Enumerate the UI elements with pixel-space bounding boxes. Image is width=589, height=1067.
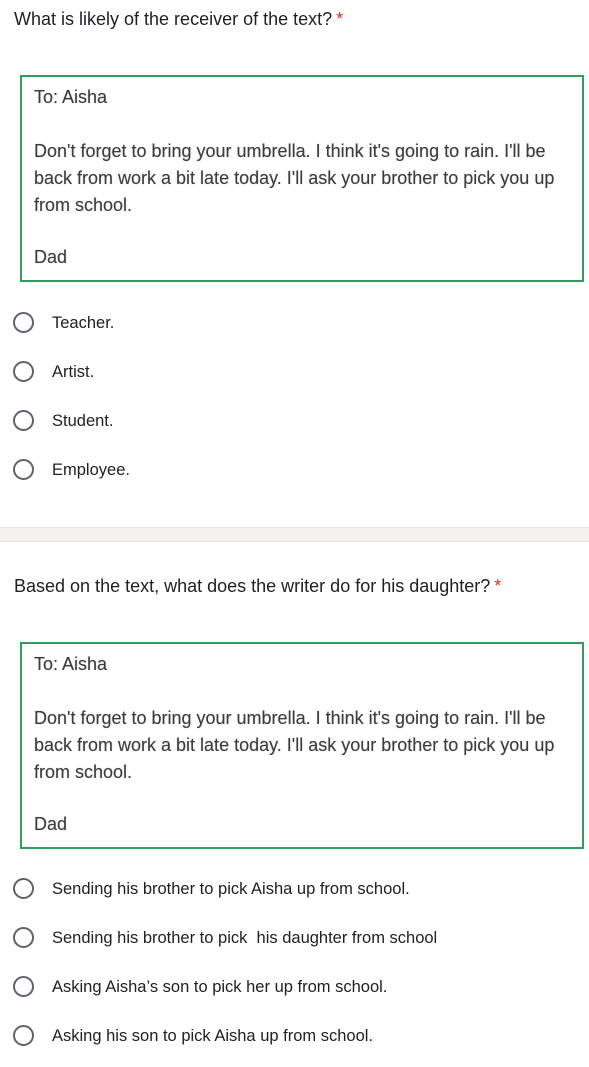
question-1-option-student[interactable] [0,398,589,447]
note-signature: Dad [34,814,68,834]
radio-button[interactable] [13,976,34,997]
question-2-option-4[interactable] [0,1013,589,1062]
radio-button[interactable] [13,410,34,431]
question-2-option-2[interactable] [0,915,589,964]
required-asterisk: * [494,576,502,596]
question-2-options [0,866,589,1062]
radio-button[interactable] [13,927,34,948]
option-label[interactable]: Student. [52,412,114,430]
option-label[interactable]: Teacher. [52,314,115,332]
option-label[interactable]: Sending his brother to pick his daughter from school [52,929,438,947]
note-recipient: To: Aisha [34,654,108,674]
radio-button[interactable] [13,459,34,480]
radio-button[interactable] [13,1025,34,1046]
question-2-title-text: Based on the text, what does the writer do for his daughter? [14,576,491,596]
radio-button[interactable] [13,312,34,333]
section-divider [0,527,589,542]
question-1-options [0,300,589,496]
note-signature: Dad [34,247,68,267]
option-label[interactable]: Asking his son to pick Aisha up from school. [52,1027,373,1045]
option-label[interactable]: Artist. [52,363,95,381]
question-1-option-artist[interactable] [0,349,589,398]
question-2 [0,542,589,1067]
note-body: Don't forget to bring your umbrella. I think it's going to rain. I'll be back from work a bit late today. I'll ask your brother to pick you up from school. [34,141,555,215]
required-asterisk: * [336,9,344,29]
question-1-title-text: What is likely of the receiver of the text? [14,9,333,29]
question-1-option-teacher[interactable] [0,300,589,349]
option-label[interactable]: Asking Aisha’s son to pick her up from school. [52,978,388,996]
question-1-title [14,8,343,30]
radio-button[interactable] [13,878,34,899]
question-1-note-image [20,75,584,282]
question-2-note-image [20,642,584,849]
question-2-option-3[interactable] [0,964,589,1013]
note-recipient: To: Aisha [34,87,108,107]
radio-button[interactable] [13,361,34,382]
question-1-option-employee[interactable] [0,447,589,496]
note-body: Don't forget to bring your umbrella. I think it's going to rain. I'll be back from work a bit late today. I'll ask your brother to pick you up from school. [34,708,555,782]
question-2-option-1[interactable] [0,866,589,915]
option-label[interactable]: Sending his brother to pick Aisha up from school. [52,880,410,898]
question-2-title [14,575,501,597]
question-1 [0,0,589,527]
option-label[interactable]: Employee. [52,461,130,479]
